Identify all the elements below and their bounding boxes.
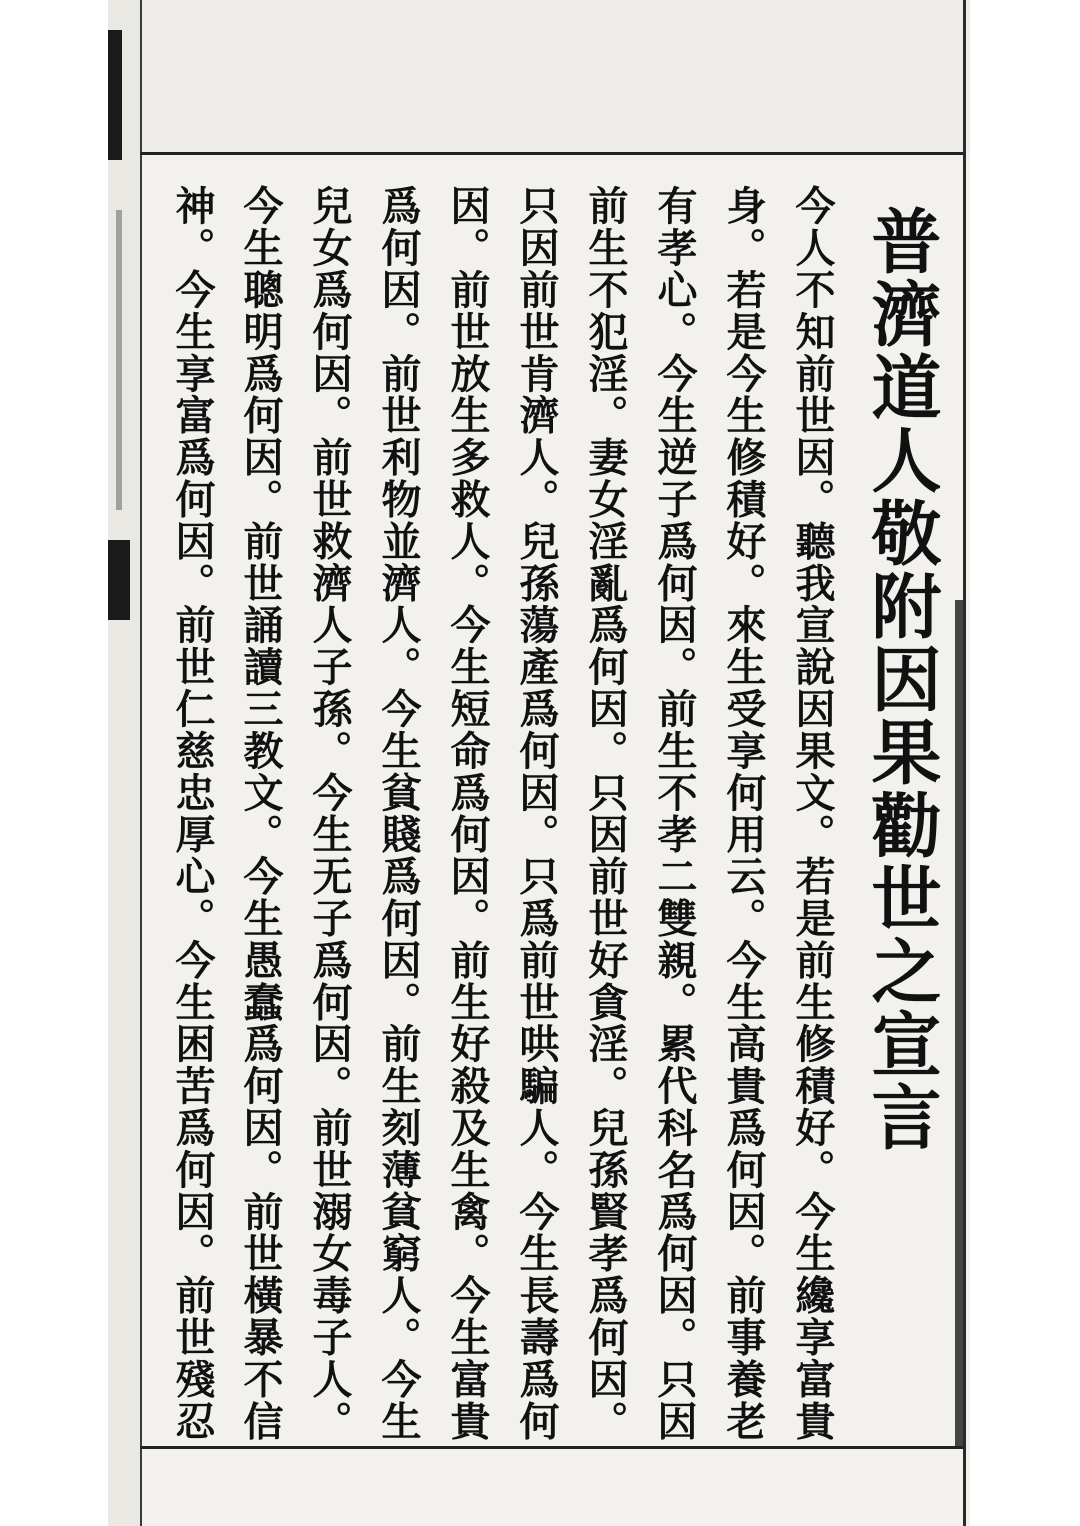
spine-mark-middle xyxy=(108,540,130,620)
text-column-4: 前生不犯淫。妻女淫亂爲何因。只因前世好貪淫。兒孫賢孝爲何因。 xyxy=(582,185,629,1442)
upper-margin xyxy=(140,0,970,152)
book-spine xyxy=(108,0,142,1526)
frame-bottom-rule xyxy=(140,1446,966,1449)
frame-right-rule xyxy=(963,0,966,1526)
text-column-7: 爲何因。前世利物並濟人。今生貧賤爲何因。前生刻薄貧窮人。今生 xyxy=(375,185,422,1442)
text-column-8: 兒女爲何因。前世救濟人子孫。今生无子爲何因。前世溺女毒子人。 xyxy=(306,185,353,1442)
frame-top-rule xyxy=(140,152,966,155)
text-column-2: 身。若是今生修積好。來生受享何用云。今生高貴爲何因。前事養老 xyxy=(720,185,767,1442)
document-title: 普濟道人敬附因果勸世之宣言 xyxy=(860,205,943,1154)
text-column-10: 神。今生享富爲何因。前世仁慈忠厚心。今生困苦爲何因。前世殘忍 xyxy=(169,185,216,1442)
frame-right-shadow xyxy=(955,600,963,1446)
text-block xyxy=(160,185,950,1442)
text-column-1: 今人不知前世因。聽我宣說因果文。若是前生修積好。今生纔享富貴 xyxy=(789,185,836,1442)
text-column-5: 只因前世肯濟人。兒孫蕩產爲何因。只爲前世哄騙人。今生長壽爲何 xyxy=(513,185,560,1442)
text-column-6: 因。前世放生多救人。今生短命爲何因。前生好殺及生禽。今生富貴 xyxy=(444,185,491,1442)
spine-mark-low xyxy=(116,210,122,510)
spine-mark-top xyxy=(108,30,122,160)
text-column-3: 有孝心。今生逆子爲何因。前生不孝二雙親。累代科名爲何因。只因 xyxy=(651,185,698,1442)
text-column-9: 今生聰明爲何因。前世誦讀三教文。今生愚蠢爲何因。前世橫暴不信 xyxy=(237,185,284,1442)
